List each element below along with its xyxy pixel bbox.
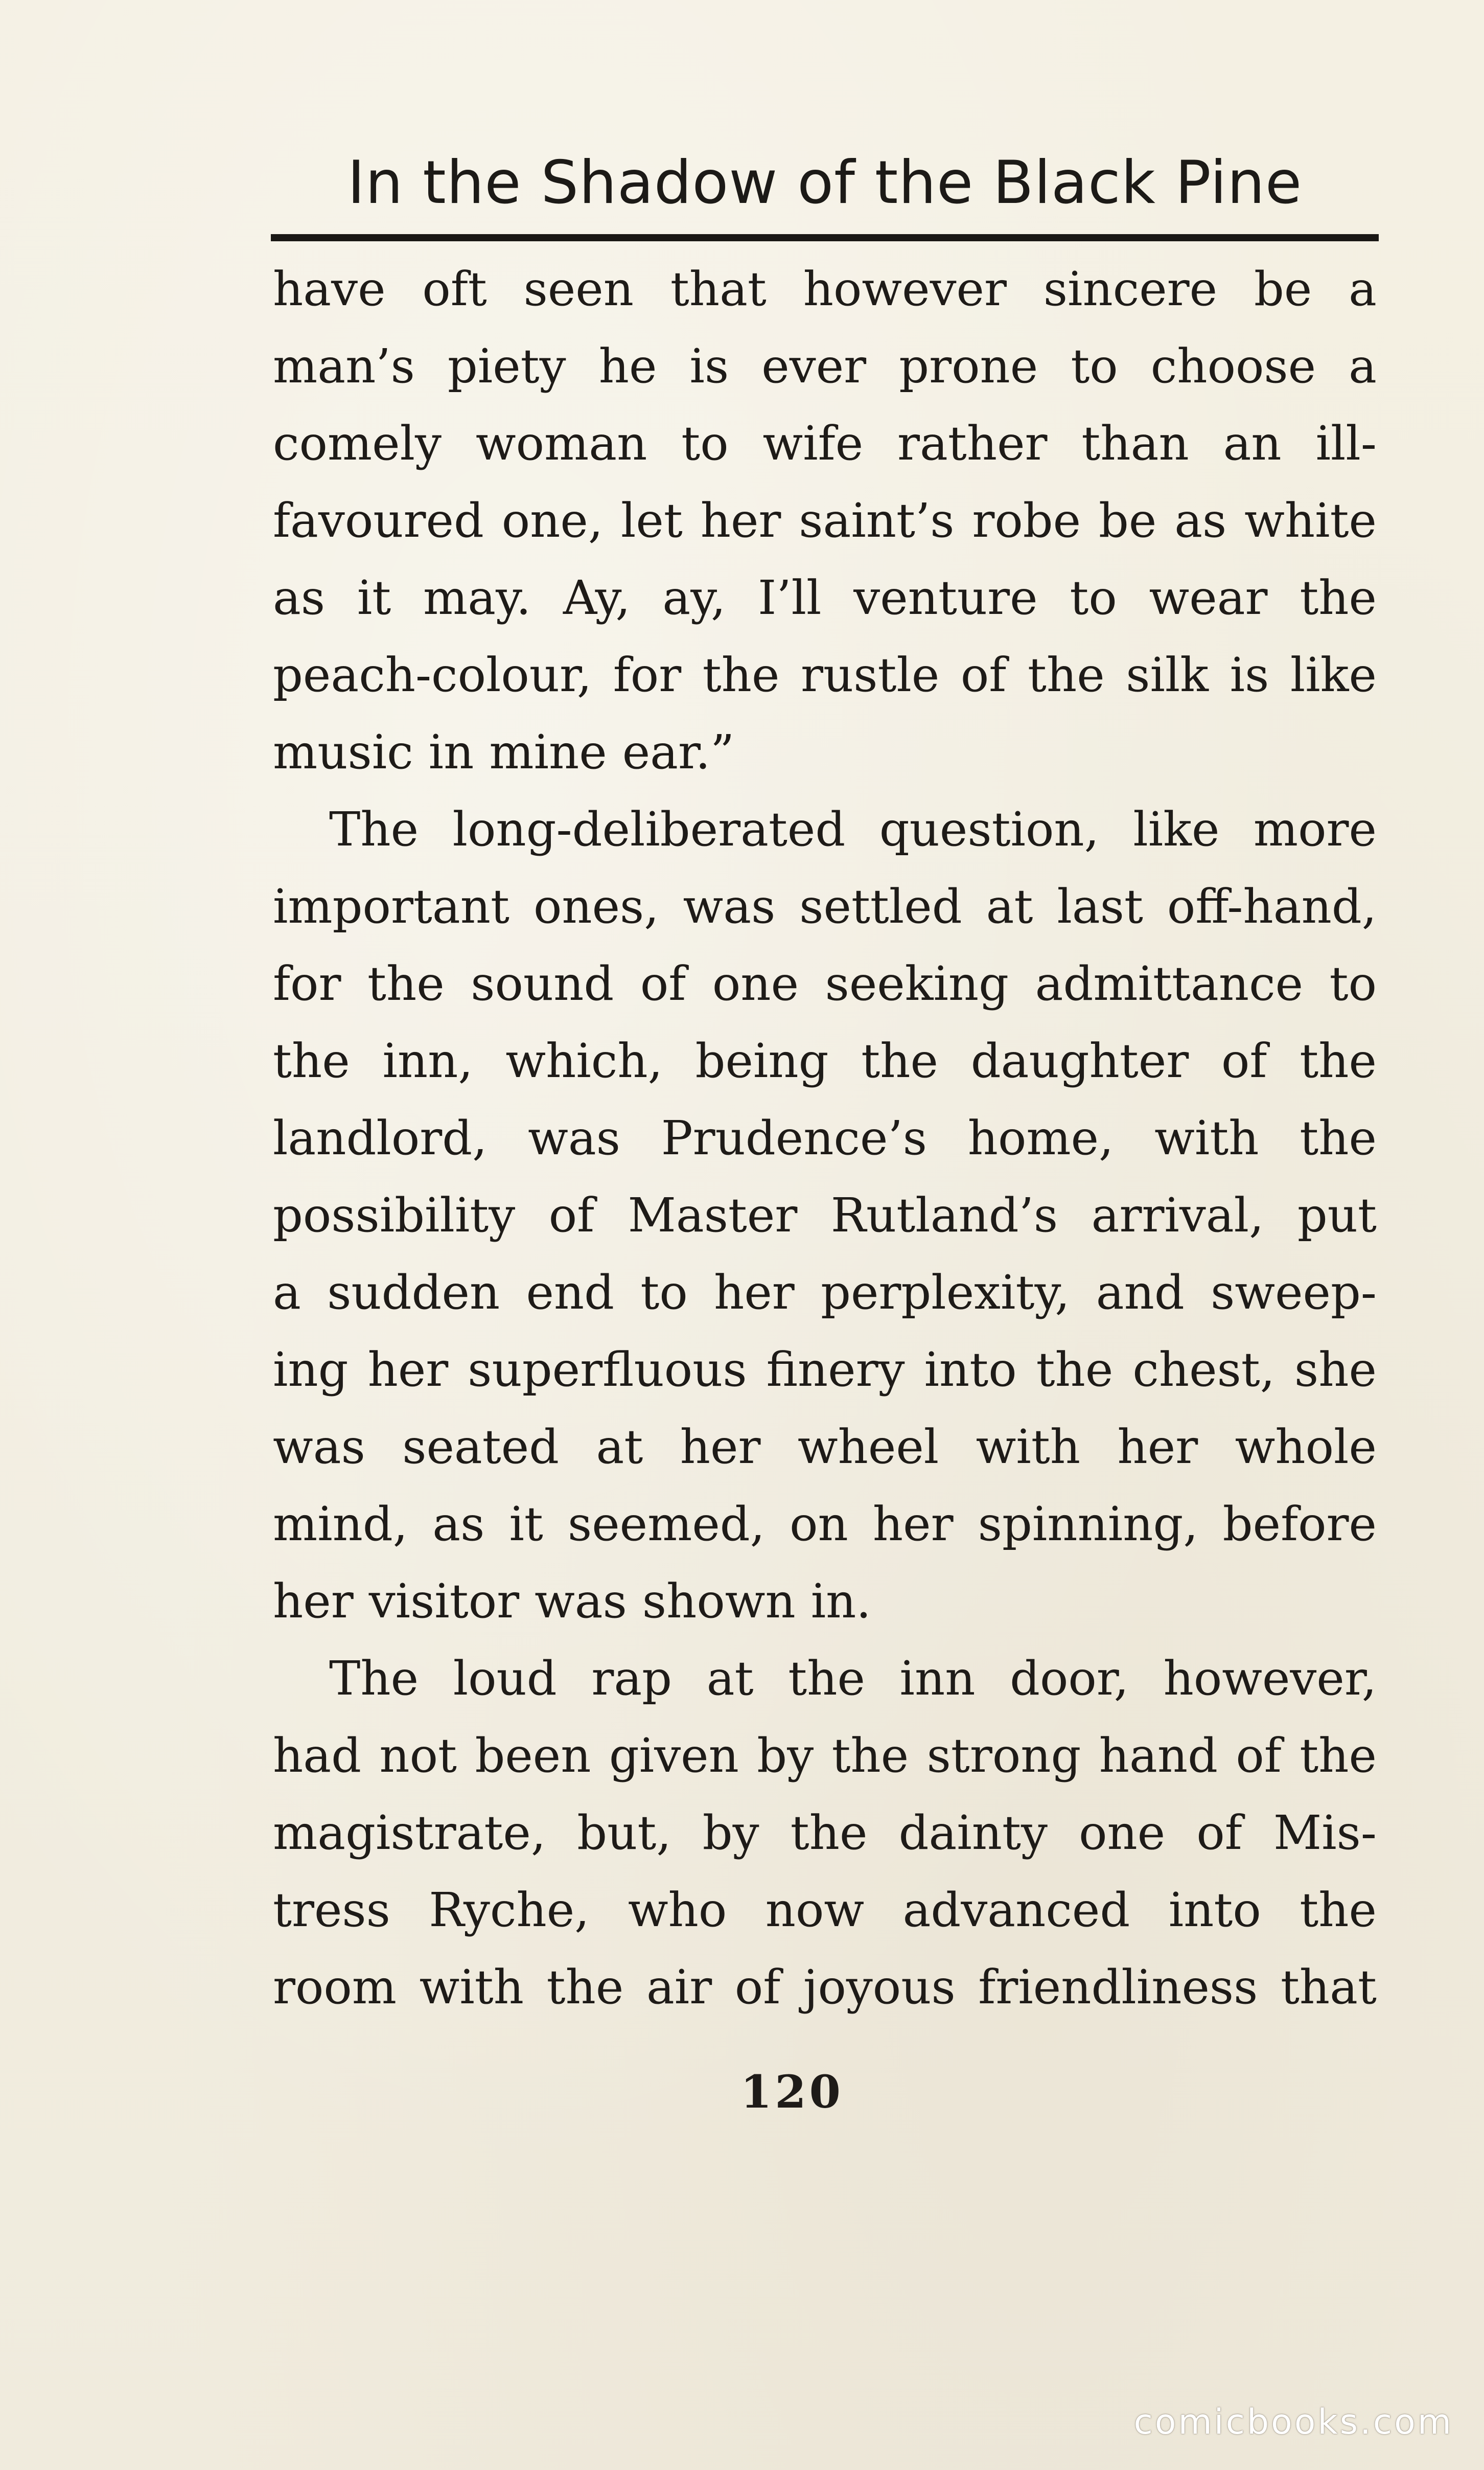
word: a: [273, 1265, 301, 1320]
word: one: [712, 956, 799, 1011]
word: as: [1174, 493, 1227, 548]
word: I’ll: [758, 570, 822, 625]
word: end: [526, 1265, 615, 1320]
word: to: [681, 416, 729, 471]
word: with: [976, 1420, 1081, 1474]
word: her: [700, 493, 781, 548]
word: spinning,: [978, 1497, 1198, 1551]
word: ear.”: [622, 725, 735, 780]
word: which,: [505, 1034, 663, 1088]
word: room: [273, 1960, 397, 2015]
word: that: [1280, 1960, 1377, 2015]
word: with: [1154, 1111, 1259, 1165]
word: may.: [423, 570, 531, 625]
word: of: [1236, 1728, 1282, 1783]
word: be: [1098, 493, 1157, 548]
text-line: [273, 791, 1377, 868]
text-line: [273, 1254, 1377, 1331]
word: last: [1057, 879, 1143, 934]
word: advanced: [902, 1883, 1130, 1937]
word: of: [548, 1188, 595, 1243]
word: door,: [1010, 1651, 1129, 1706]
word: the: [1300, 1883, 1377, 1937]
word: to: [1070, 570, 1117, 625]
word: wife: [762, 416, 864, 471]
word: settled: [799, 879, 962, 934]
word: the: [702, 648, 780, 702]
word: tress: [273, 1883, 390, 1937]
word: her: [872, 1497, 954, 1551]
word: not: [379, 1728, 457, 1783]
word: peach-colour,: [273, 648, 592, 702]
text-line: [273, 868, 1377, 945]
word: been: [475, 1728, 591, 1783]
word: like: [1290, 648, 1377, 702]
word: comely: [273, 416, 442, 471]
word: perplexity,: [821, 1265, 1070, 1320]
word: Rutland’s: [830, 1188, 1058, 1243]
word: piety: [447, 339, 566, 394]
word: ill-: [1315, 416, 1377, 471]
word: was: [535, 1574, 627, 1629]
word: seemed,: [568, 1497, 765, 1551]
word: is: [689, 339, 729, 394]
word: now: [765, 1883, 865, 1937]
word: silk: [1126, 648, 1209, 702]
word: possibility: [273, 1188, 516, 1243]
word: into: [924, 1342, 1017, 1397]
word: white: [1244, 493, 1377, 548]
word: her: [367, 1342, 449, 1397]
word: arrival,: [1091, 1188, 1264, 1243]
word: ones,: [533, 879, 659, 934]
word: with: [419, 1960, 524, 2015]
word: dainty: [898, 1805, 1048, 1860]
word: of: [1196, 1805, 1242, 1860]
word: was: [683, 879, 776, 934]
word: the: [546, 1960, 624, 2015]
word: as: [273, 570, 326, 625]
word: the: [1036, 1342, 1114, 1397]
word: inn: [899, 1651, 976, 1706]
word: rap: [591, 1651, 673, 1706]
word: ing: [273, 1342, 349, 1397]
word: seeking: [825, 956, 1009, 1011]
word: venture: [853, 570, 1038, 625]
word: be: [1254, 262, 1312, 316]
word: it: [509, 1497, 543, 1551]
word: given: [609, 1728, 739, 1783]
text-line: [273, 250, 1377, 328]
word: ay,: [662, 570, 726, 625]
word: it: [357, 570, 391, 625]
word: the: [273, 1034, 350, 1088]
word: The: [329, 802, 419, 857]
word: The: [329, 1651, 419, 1706]
word: was: [528, 1111, 620, 1165]
word: question,: [879, 802, 1099, 857]
word: into: [1168, 1883, 1261, 1937]
word: her: [680, 1420, 761, 1474]
text-line: [273, 1949, 1377, 2026]
word: that: [670, 262, 767, 316]
word: her: [273, 1574, 354, 1629]
word: at: [596, 1420, 643, 1474]
word: of: [640, 956, 686, 1011]
word: in.: [810, 1574, 871, 1629]
word: before: [1222, 1497, 1377, 1551]
word: the: [367, 956, 445, 1011]
word: who: [628, 1883, 727, 1937]
word: to: [1329, 956, 1377, 1011]
text-line: [273, 1331, 1377, 1408]
running-head-title: In the Shadow of the Black Pine: [347, 148, 1303, 217]
text-line: [273, 1177, 1377, 1254]
word: the: [1300, 1728, 1377, 1783]
word: man’s: [273, 339, 415, 394]
word: as: [432, 1497, 485, 1551]
word: shown: [642, 1574, 796, 1629]
watermark: comicbooks.com: [1133, 2402, 1453, 2442]
word: Prudence’s: [661, 1111, 927, 1165]
word: for: [613, 648, 682, 702]
word: wear: [1149, 570, 1268, 625]
text-line: [273, 1408, 1377, 1485]
word: than: [1081, 416, 1189, 471]
word: ever: [761, 339, 867, 394]
body-text: [273, 250, 1377, 2026]
text-line: [273, 636, 1377, 714]
text-line: [273, 1640, 1377, 1717]
word: at: [986, 879, 1033, 934]
text-line: [273, 328, 1377, 405]
word: mind,: [273, 1497, 408, 1551]
word: finery: [766, 1342, 905, 1397]
word: one: [1079, 1805, 1166, 1860]
word: at: [706, 1651, 754, 1706]
word: rather: [897, 416, 1048, 471]
word: superfluous: [468, 1342, 747, 1397]
text-line: [273, 405, 1377, 482]
word: she: [1294, 1342, 1377, 1397]
word: being: [695, 1034, 829, 1088]
text-line: [273, 945, 1377, 1022]
word: her: [1117, 1420, 1198, 1474]
word: in: [428, 725, 474, 780]
word: Master: [628, 1188, 798, 1243]
word: mine: [489, 725, 607, 780]
text-line: [273, 1100, 1377, 1177]
word: landlord,: [273, 1111, 488, 1165]
word: visitor: [368, 1574, 520, 1629]
word: more: [1253, 802, 1377, 857]
word: Ay,: [563, 570, 631, 625]
word: friendliness: [978, 1960, 1258, 2015]
word: the: [1300, 1034, 1377, 1088]
word: inn,: [382, 1034, 473, 1088]
word: air: [646, 1960, 712, 2015]
word: prone: [899, 339, 1038, 394]
text-line: [273, 1794, 1377, 1871]
text-line: [273, 482, 1377, 559]
word: oft: [422, 262, 487, 316]
word: a: [1349, 339, 1377, 394]
word: to: [1071, 339, 1118, 394]
word: off-hand,: [1167, 879, 1377, 934]
header-rule: [271, 234, 1379, 241]
text-line: [273, 1871, 1377, 1949]
word: by: [757, 1728, 814, 1783]
word: magistrate,: [273, 1805, 546, 1860]
word: Mis-: [1273, 1805, 1377, 1860]
word: let: [620, 493, 683, 548]
word: favoured: [273, 493, 484, 548]
word: loud: [453, 1651, 557, 1706]
word: however: [803, 262, 1007, 316]
word: for: [273, 956, 341, 1011]
word: is: [1230, 648, 1269, 702]
word: a: [1349, 262, 1377, 316]
word: the: [831, 1728, 909, 1783]
word: have: [273, 262, 386, 316]
word: strong: [926, 1728, 1081, 1783]
word: home,: [967, 1111, 1114, 1165]
word: hand: [1099, 1728, 1218, 1783]
word: the: [861, 1034, 938, 1088]
word: daughter: [970, 1034, 1189, 1088]
word: the: [788, 1651, 865, 1706]
word: seated: [402, 1420, 560, 1474]
word: was: [273, 1420, 365, 1474]
word: he: [598, 339, 657, 394]
word: important: [273, 879, 509, 934]
word: rustle: [801, 648, 940, 702]
word: seen: [523, 262, 634, 316]
word: put: [1297, 1188, 1377, 1243]
word: sound: [471, 956, 614, 1011]
word: Ryche,: [429, 1883, 590, 1937]
word: but,: [577, 1805, 671, 1860]
word: chest,: [1132, 1342, 1275, 1397]
word: and: [1096, 1265, 1185, 1320]
word: the: [1300, 570, 1377, 625]
word: sincere: [1043, 262, 1218, 316]
word: on: [790, 1497, 848, 1551]
word: the: [1027, 648, 1105, 702]
word: sudden: [327, 1265, 500, 1320]
text-line: [273, 1022, 1377, 1100]
word: an: [1223, 416, 1282, 471]
word: her: [714, 1265, 795, 1320]
text-line: [273, 1485, 1377, 1563]
word: however,: [1163, 1651, 1377, 1706]
word: of: [734, 1960, 781, 2015]
page-number: 120: [740, 2065, 844, 2118]
word: sweep-: [1211, 1265, 1377, 1320]
word: joyous: [803, 1960, 956, 2015]
word: the: [1300, 1111, 1377, 1165]
word: saint’s: [799, 493, 955, 548]
word: whole: [1235, 1420, 1377, 1474]
word: woman: [475, 416, 647, 471]
word: like: [1133, 802, 1220, 857]
text-line: [273, 714, 1377, 791]
word: of: [1221, 1034, 1267, 1088]
word: admittance: [1035, 956, 1304, 1011]
word: music: [273, 725, 413, 780]
word: long-deliberated: [452, 802, 846, 857]
word: of: [960, 648, 1007, 702]
word: the: [790, 1805, 868, 1860]
word: choose: [1150, 339, 1316, 394]
word: by: [702, 1805, 759, 1860]
word: robe: [972, 493, 1081, 548]
word: wheel: [797, 1420, 939, 1474]
word: had: [273, 1728, 361, 1783]
text-line: [273, 1563, 1377, 1640]
text-line: [273, 559, 1377, 636]
word: to: [640, 1265, 688, 1320]
word: one,: [501, 493, 604, 548]
text-line: [273, 1717, 1377, 1794]
